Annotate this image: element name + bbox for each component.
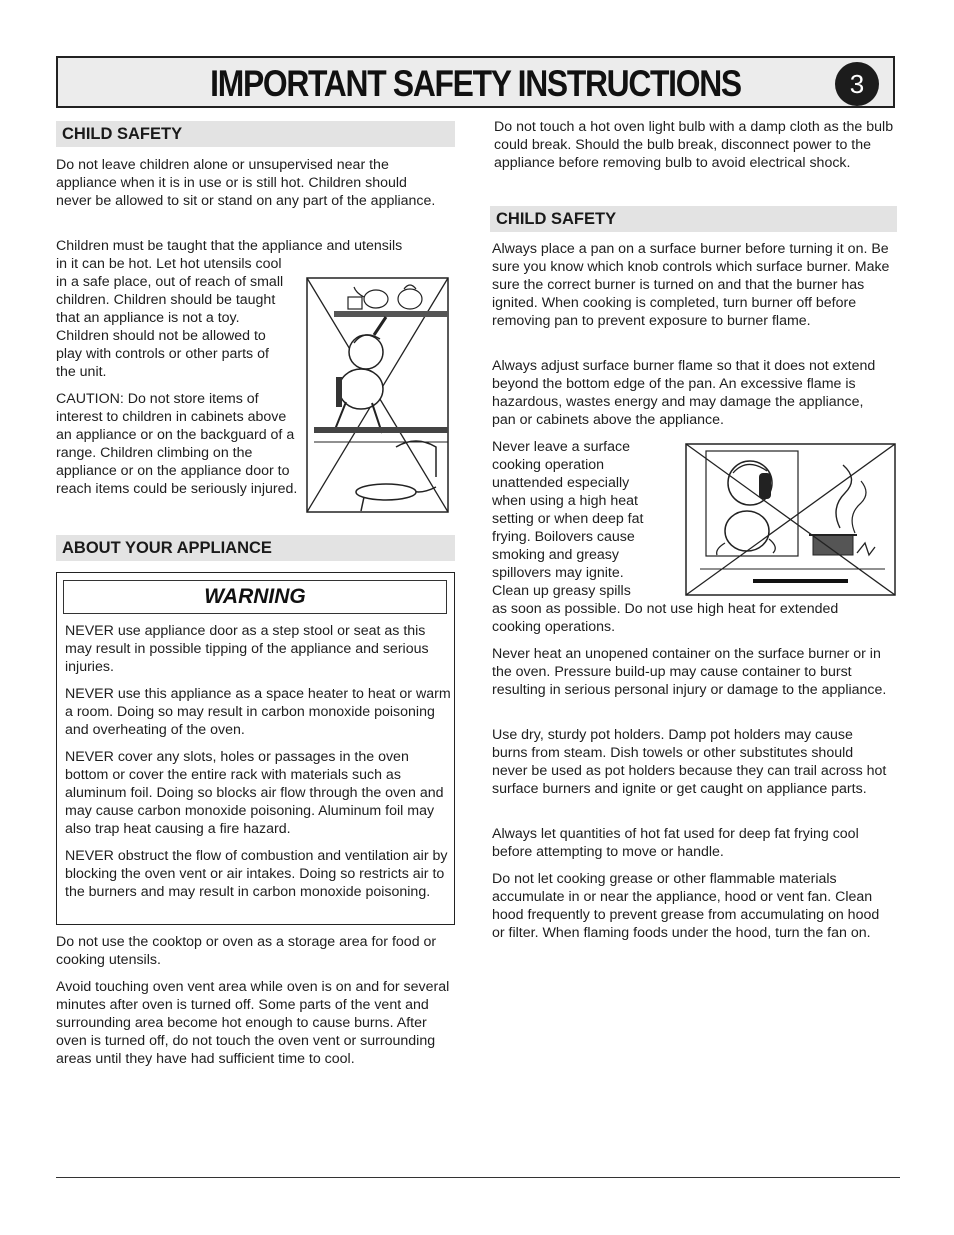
paragraph-unattended-cooking-cont: as soon as possible. Do not use high heat for extended cooking operations. bbox=[492, 601, 839, 635]
section-heading-child-safety-right: CHILD SAFETY bbox=[490, 206, 897, 232]
paragraph-unopened-container: Never heat an unopened container on the surface burner or in the oven. Pressure build-up may cause container to burst resulting in serious personal injury or damage to the appliance. bbox=[492, 646, 887, 698]
footer-rule bbox=[56, 1177, 900, 1178]
paragraph-storage: Do not use the cooktop or oven as a storage area for food or cooking utensils. bbox=[56, 934, 437, 968]
paragraph-pan-on-burner: Always place a pan on a surface burner before turning it on. Be sure you know which knob controls which surface burner. Make sure the correct burner is turned on and that the burner has ignited. When cooking is completed, turn burner off before removing pan to prevent exposure to burner flame. bbox=[492, 241, 890, 329]
warning-door-step-stool: NEVER use appliance door as a step stool or seat as this may result in possible tipping of the appliance and serious injuries. bbox=[65, 623, 429, 675]
warning-cover-slots: NEVER cover any slots, holes or passages in the oven bottom or cover the entire rack with materials such as aluminum foil. Doing so blocks air flow through the oven and may cause carbon monoxide poisoning. Aluminum foil may also trap heat causing a fire hazard. bbox=[65, 749, 444, 837]
page-title: IMPORTANT SAFETY INSTRUCTIONS bbox=[210, 63, 741, 104]
paragraph-hot-fat: Always let quantities of hot fat used for deep fat frying cool before attempting to move or handle. bbox=[492, 826, 859, 860]
paragraph-children-taught-line1: Children must be taught that the appliance and utensils bbox=[56, 238, 403, 254]
child-climbing-range-icon bbox=[306, 277, 449, 513]
paragraph-adjust-flame: Always adjust surface burner flame so that it does not extend beyond the bottom edge of the pan. An excessive flame is hazardous, wastes energy and may damage the appliance, pan or cabinets above the appliance. bbox=[492, 358, 876, 428]
warning-title: WARNING bbox=[63, 580, 447, 614]
warning-space-heater: NEVER use this appliance as a space heater to heat or warm a room. Doing so may result in carbon monoxide poisoning and overheating of the oven. bbox=[65, 686, 451, 738]
section-heading-about-appliance: ABOUT YOUR APPLIANCE bbox=[56, 535, 455, 561]
child-unattended-stove-icon bbox=[685, 443, 896, 596]
paragraph-caution-cabinets: CAUTION: Do not store items of interest to children in cabinets above an appliance or on the backguard of a range. Children climbing on the appliance or on the appliance door to reach items could be seriously injured. bbox=[56, 391, 298, 497]
paragraph-children-taught: in it can be hot. Let hot utensils cool in a safe place, out of reach of small children. Children should be taught that an appliance is not a toy. Children should not be allowed to play with controls or other parts of the unit. bbox=[56, 256, 284, 380]
paragraph-pot-holders: Use dry, sturdy pot holders. Damp pot holders may cause burns from steam. Dish towels or other substitutes should never be used as pot holders because they can trail across hot surface burners and ignite or get caught on appliance parts. bbox=[492, 727, 887, 797]
paragraph-grease-hood: Do not let cooking grease or other flammable materials accumulate in or near the appliance, hood or vent fan. Clean hood frequently to prevent grease from accumulating on hood or filter. When flaming foods under the hood, turn the fan on. bbox=[492, 871, 880, 941]
paragraph-child-supervision: Do not leave children alone or unsupervised near the appliance when it is in use or is still hot. Children should never be allowed to sit or stand on any part of the appliance. bbox=[56, 157, 436, 209]
page-number-badge: 3 bbox=[835, 62, 879, 106]
warning-obstruct-vent: NEVER obstruct the flow of combustion and ventilation air by blocking the oven vent or air intakes. Doing so restricts air to the burners and may result in carbon monoxide poisoning. bbox=[65, 848, 448, 900]
paragraph-oven-light-bulb: Do not touch a hot oven light bulb with a damp cloth as the bulb could break. Should the bulb break, disconnect power to the appliance before removing bulb to avoid electrical shock. bbox=[494, 119, 894, 171]
section-heading-child-safety-left: CHILD SAFETY bbox=[56, 121, 455, 147]
paragraph-oven-vent: Avoid touching oven vent area while oven is on and for several minutes after oven is turned off. Some parts of the vent and surrounding area become hot enough to cause burns. After oven is turned off, do not touch the oven vent or surrounding areas until they have had sufficient time to cool. bbox=[56, 979, 450, 1067]
paragraph-unattended-cooking: Never leave a surface cooking operation unattended especially when using a high heat setting or when deep fat frying. Boilovers cause smoking and greasy spillovers may ignite. Clean up greasy spills bbox=[492, 439, 644, 599]
title-bar bbox=[56, 56, 895, 108]
